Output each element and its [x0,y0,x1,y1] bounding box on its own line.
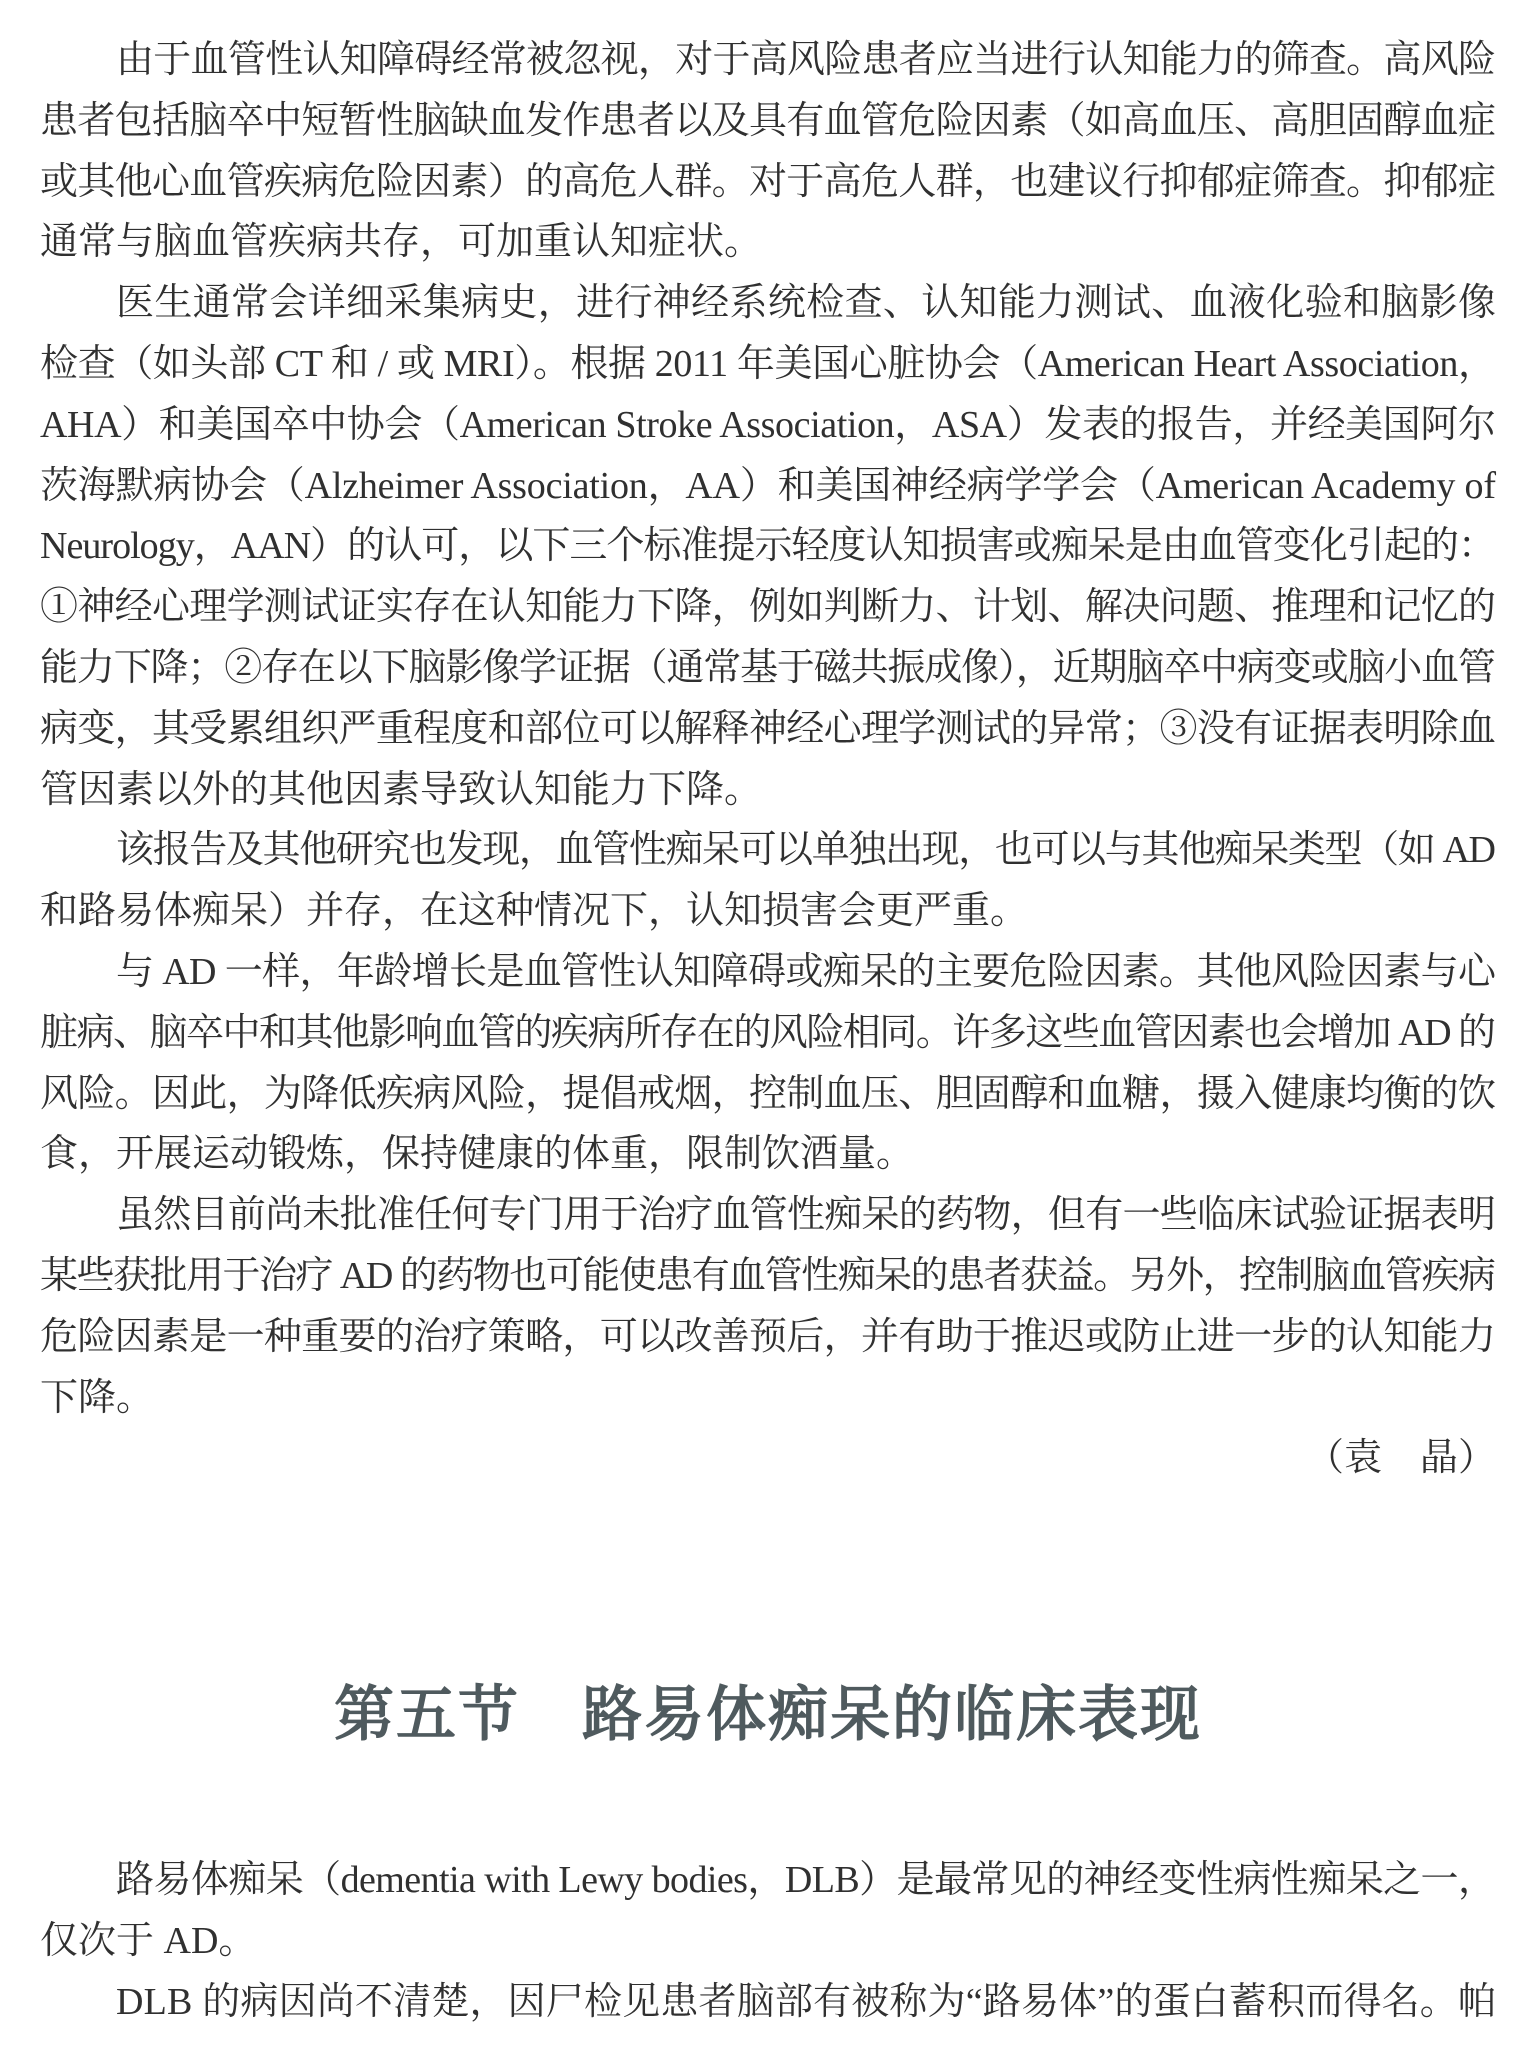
text-line [40,1124,1496,1185]
text-line [40,760,1496,821]
author-name: （袁 晶） [1305,1437,1496,1480]
text-line [40,1911,1496,1972]
paragraph [40,1972,1496,2033]
paragraph [40,30,1496,273]
text-line [40,1064,1496,1125]
line-text: 能力下降；②存在以下脑影像学证据（通常基于磁共振成像），近期脑卒中病变或脑小血管 [40,646,1495,689]
line-text: 通常与脑血管疾病共存，可加重认知症状。 [40,221,763,264]
line-text: 路易体痴呆（dementia with Lewy bodies，DLB）是最常见的神经变性病性痴呆之一， [116,1859,1496,1902]
text-line [40,1972,1496,2033]
line-text: AHA）和美国卒中协会（American Stroke Association，ASA）发表的报告，并经美国阿尔 [40,403,1496,446]
author-credit [40,1428,1496,1489]
line-text: 检查（如头部 CT 和 / 或 MRI）。根据 2011 年美国心脏协会（American Heart Association， [40,342,1496,385]
text-line [40,1368,1496,1429]
paragraph [40,1185,1496,1428]
text-line [40,1850,1496,1911]
line-text: 与 AD 一样，年龄增长是血管性认知障碍或痴呆的主要危险因素。其他风险因素与心 [116,950,1496,993]
text-line [40,273,1496,334]
line-text: 和路易体痴呆）并存，在这种情况下，认知损害会更严重。 [40,890,1029,933]
section-heading: 第五节 路易体痴呆的临床表现 [334,1682,1202,1749]
line-text: 食，开展运动锻炼，保持健康的体重，限制饮酒量。 [40,1133,915,1176]
line-text: Neurology，AAN）的认可，以下三个标准提示轻度认知损害或痴呆是由血管变化引起的： [40,525,1496,568]
paragraph [40,1850,1496,1972]
text-line [40,152,1496,213]
line-text: 患者包括脑卒中短暂性脑缺血发作患者以及具有血管危险因素（如高血压、高胆固醇血症 [40,99,1496,142]
section-body [40,1850,1496,2032]
paragraph [40,820,1496,942]
text-line [40,1307,1496,1368]
line-text: ①神经心理学测试证实存在认知能力下降，例如判断力、计划、解决问题、推理和记忆的 [40,586,1496,629]
text-line [40,820,1496,881]
text-line [40,30,1496,91]
line-text: 管因素以外的其他因素导致认知能力下降。 [40,768,763,811]
text-line [40,212,1496,273]
text-line [40,881,1496,942]
text-line [40,577,1496,638]
line-text: 下降。 [40,1376,155,1419]
text-line [40,91,1496,152]
text-line [40,942,1496,1003]
line-text: 某些获批用于治疗 AD 的药物也可能使患有血管性痴呆的患者获益。另外，控制脑血管疾病 [40,1254,1495,1297]
text-line [40,334,1496,395]
text-line [40,395,1496,456]
line-text: 茨海默病协会（Alzheimer Association，AA）和美国神经病学学会（American Academy of [40,464,1496,507]
paragraph [40,273,1496,820]
line-text: 风险。因此，为降低疾病风险，提倡戒烟，控制血压、胆固醇和血糖，摄入健康均衡的饮 [40,1072,1496,1115]
line-text: 或其他心血管疾病危险因素）的高危人群。对于高危人群，也建议行抑郁症筛查。抑郁症 [40,160,1496,203]
line-text: 医生通常会详细采集病史，进行神经系统检查、认知能力测试、血液化验和脑影像 [116,282,1497,325]
text-line [40,1246,1496,1307]
text-line [40,516,1496,577]
line-text: 仅次于 AD。 [40,1919,257,1962]
paragraph [40,942,1496,1185]
line-text: 该报告及其他研究也发现，血管性痴呆可以单独出现，也可以与其他痴呆类型（如 AD [116,829,1495,872]
line-text: DLB 的病因尚不清楚，因尸检见患者脑部有被称为“路易体”的蛋白蓄积而得名。帕 [116,1980,1497,2023]
text-line [40,1003,1496,1064]
text-line [40,638,1496,699]
text-line [40,456,1496,517]
text-line [40,1185,1496,1246]
line-text: 危险因素是一种重要的治疗策略，可以改善预后，并有助于推迟或防止进一步的认知能力 [40,1315,1496,1358]
line-text: 脏病、脑卒中和其他影响血管的疾病所存在的风险相同。许多这些血管因素也会增加 AD 的 [40,1011,1495,1054]
line-text: 病变，其受累组织严重程度和部位可以解释神经心理学测试的异常；③没有证据表明除血 [40,707,1496,750]
text-line [40,699,1496,760]
line-text: 虽然目前尚未批准任何专门用于治疗血管性痴呆的药物，但有一些临床试验证据表明 [116,1194,1496,1237]
line-text: 由于血管性认知障碍经常被忽视，对于高风险患者应当进行认知能力的筛查。高风险 [116,39,1496,81]
